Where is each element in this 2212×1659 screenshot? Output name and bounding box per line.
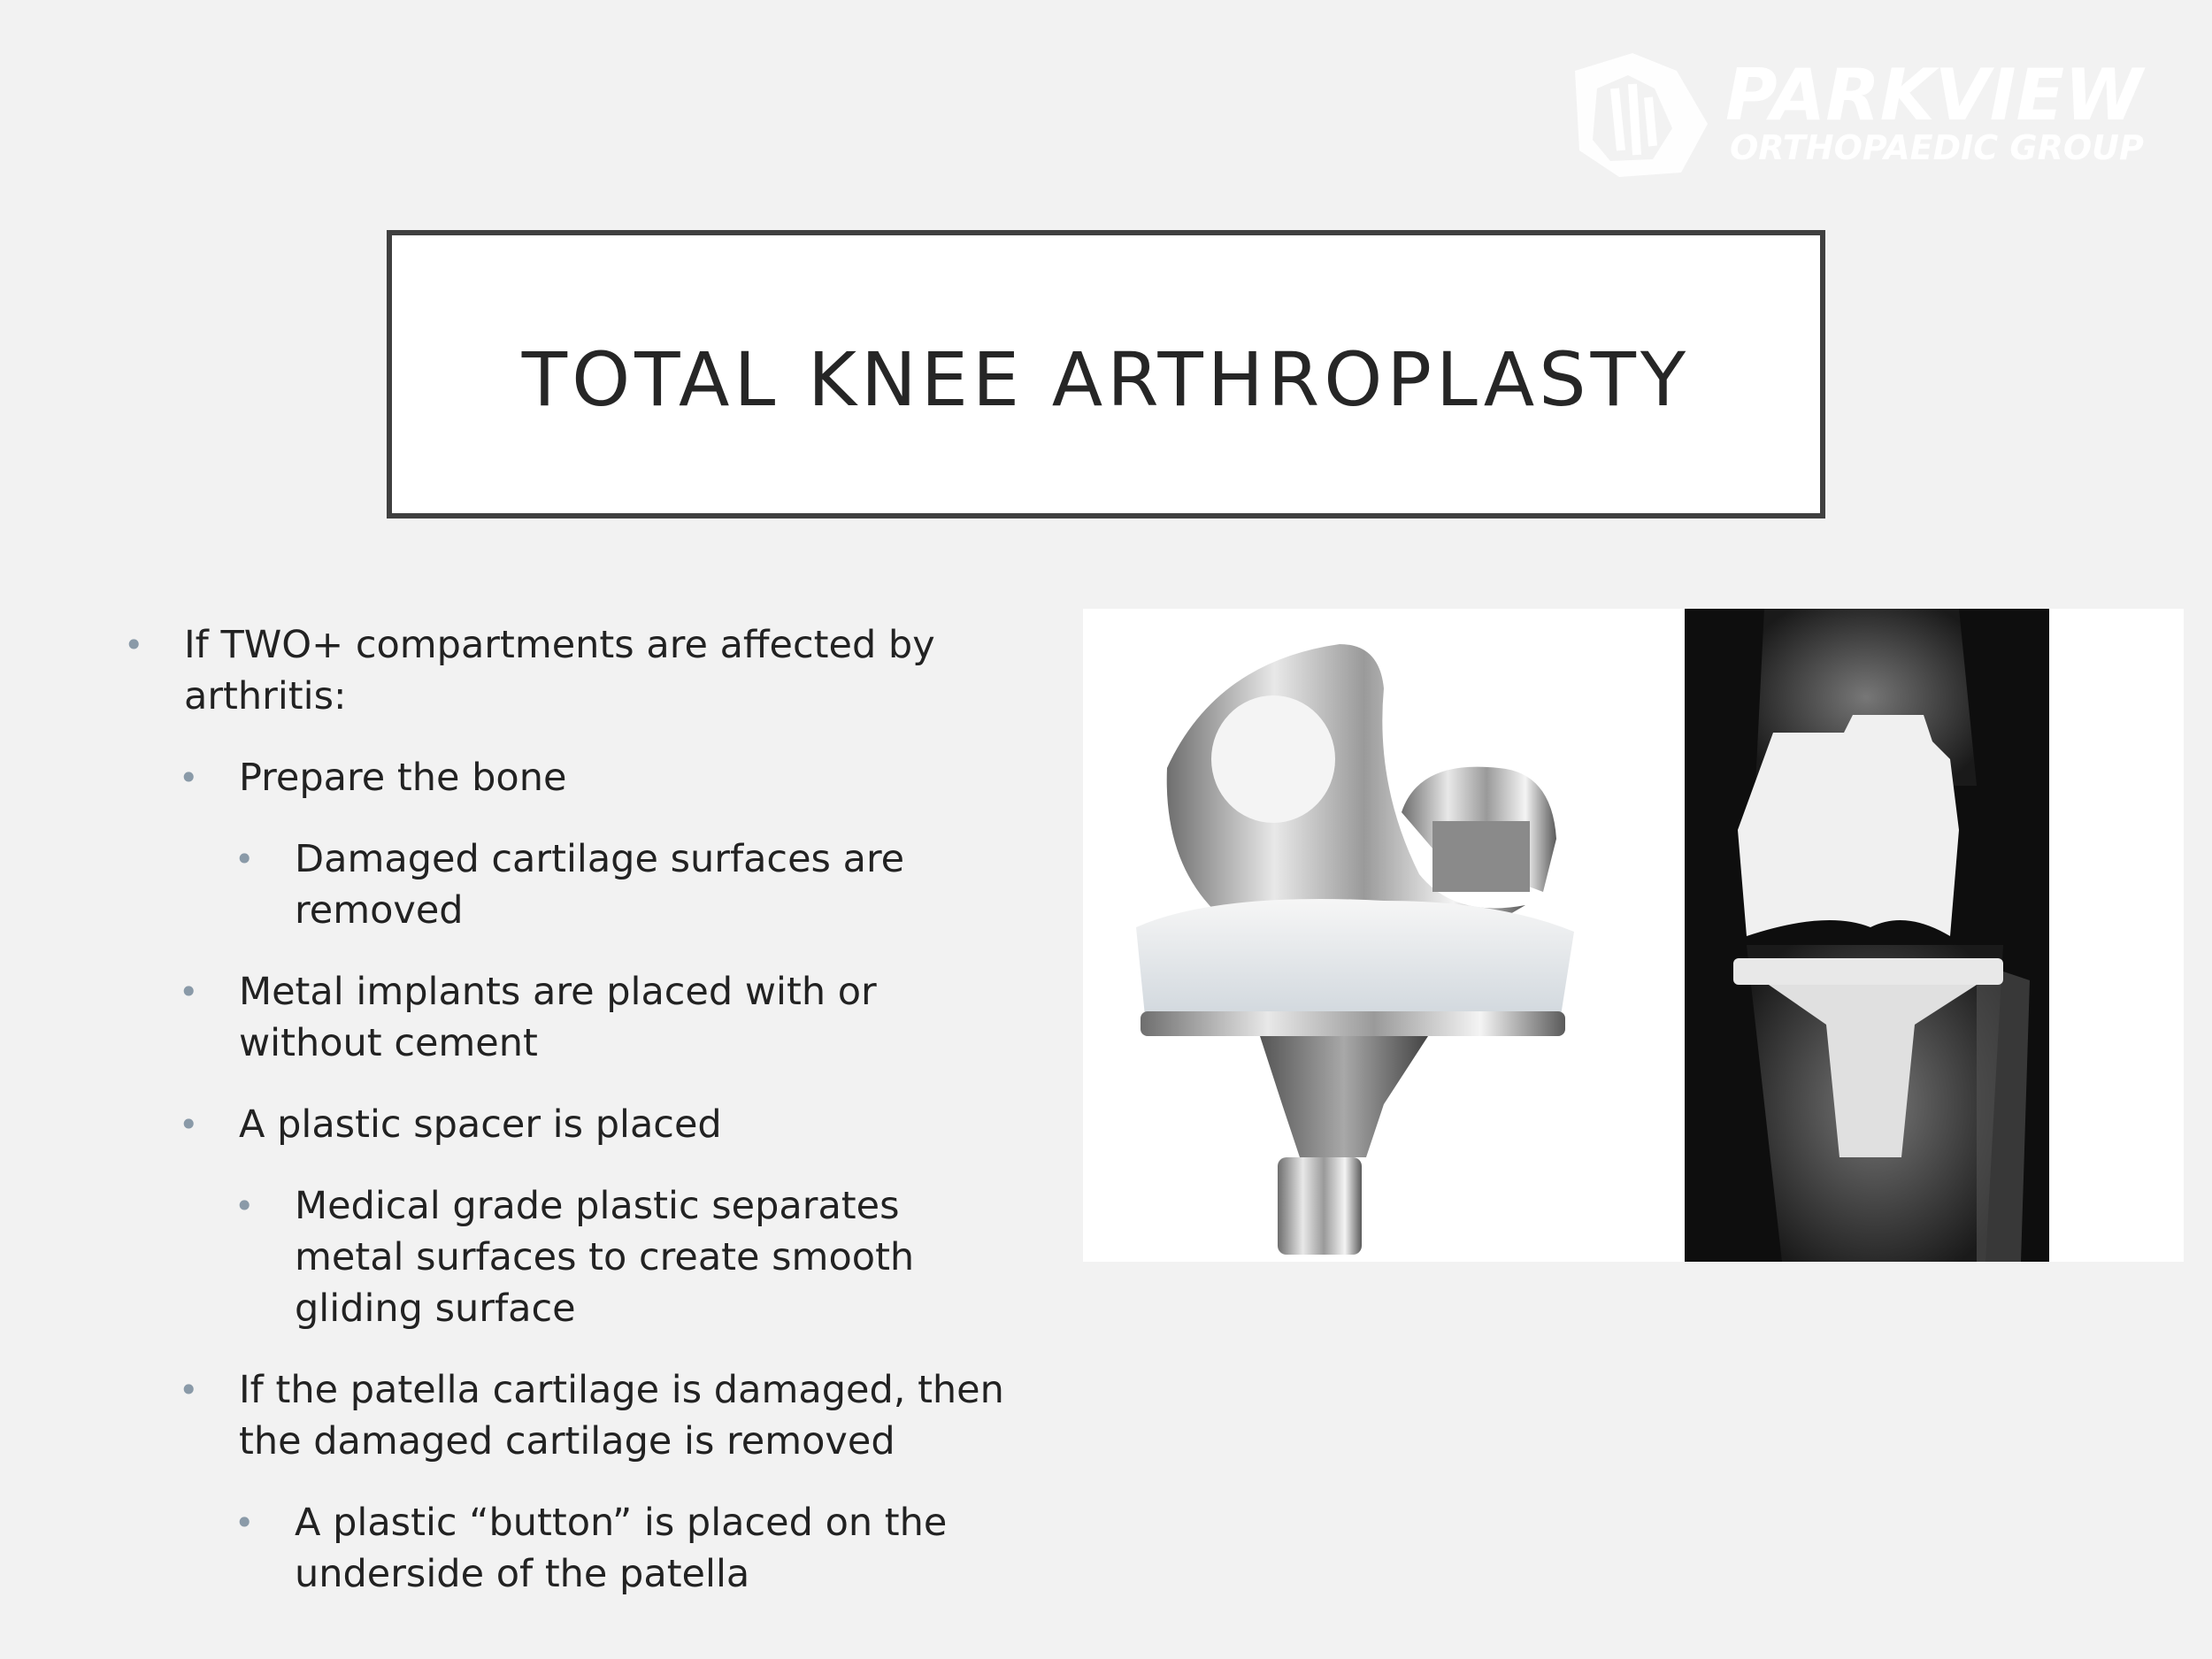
bullet-dot-icon: •: [234, 840, 255, 879]
parkview-logo: [1548, 35, 2185, 186]
bullet-item: [124, 1364, 1018, 1467]
logo-subtitle: ORTHOPAEDIC GROUP: [1730, 128, 2144, 167]
bullet-text: A plastic spacer is placed: [239, 1102, 722, 1147]
slide-title: TOTAL KNEE ARTHROPLASTY: [521, 336, 1691, 423]
bullet-text: If the patella cartilage is damaged, then the damaged cartilage is removed: [239, 1368, 1004, 1463]
title-box: [387, 230, 1825, 518]
parkview-emblem-icon: [1575, 53, 1708, 177]
bullet-text: Metal implants are placed with or without cement: [239, 970, 877, 1065]
bullet-dot-icon: •: [179, 758, 199, 797]
bullet-text: A plastic “button” is placed on the underside of the patella: [295, 1501, 948, 1596]
bullet-item: [124, 619, 1018, 722]
bullet-dot-icon: •: [234, 1187, 255, 1225]
bullet-text: Damaged cartilage surfaces are removed: [295, 837, 905, 933]
bullet-item: [124, 1180, 1018, 1334]
bullet-dot-icon: •: [179, 1105, 199, 1144]
bullet-text: If TWO+ compartments are affected by arthritis:: [184, 623, 935, 718]
bullet-item: [124, 752, 1018, 803]
bullet-dot-icon: •: [234, 1503, 255, 1542]
bullet-dot-icon: •: [179, 1371, 199, 1409]
bullet-item: [124, 1497, 1018, 1600]
bullet-text: Medical grade plastic separates metal surfaces to create smooth gliding surface: [295, 1184, 915, 1331]
bullet-text: Prepare the bone: [239, 756, 567, 800]
knee-images: [1083, 609, 2184, 1262]
logo-name: PARKVIEW: [1725, 54, 2143, 136]
knee-xray-photo: [1685, 609, 2049, 1262]
bullet-list: [124, 619, 1018, 1630]
bullet-item: [124, 1099, 1018, 1150]
knee-implant-photo: [1083, 609, 1685, 1262]
bullet-item: [124, 833, 1018, 936]
bullet-item: [124, 966, 1018, 1069]
bullet-dot-icon: •: [179, 972, 199, 1011]
bullet-dot-icon: •: [124, 626, 144, 664]
